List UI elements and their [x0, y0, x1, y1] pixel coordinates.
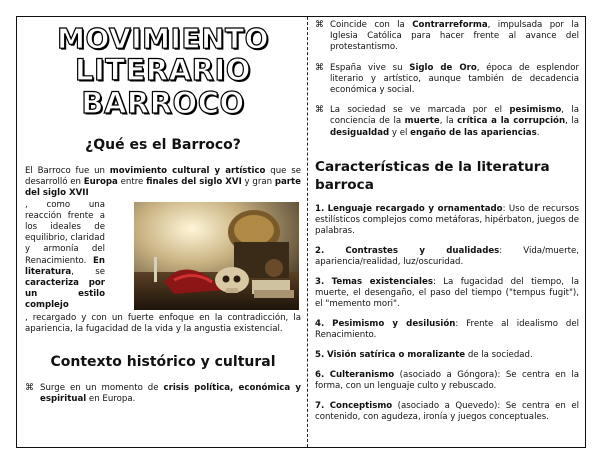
heading-caracteristicas: Características de la literatura barroca [315, 158, 550, 193]
cross-bullet-icon: ⌘ [315, 20, 324, 30]
bullet-siglo-de-oro: ⌘ España vive su Siglo de Oro, época de esplendor literario y artístico, aunque también de decadencia económica y social. [315, 62, 579, 96]
title-line-1: MOVIMIENTO [57, 22, 269, 55]
cross-bullet-icon: ⌘ [315, 62, 324, 73]
list-item: 2. Contrastes y dualidades: Vida/muerte, apariencia/realidad, luz/oscuridad. [315, 246, 580, 268]
cross-bullet-icon: ⌘ [25, 383, 34, 394]
cross-bullet-icon: ⌘ [315, 105, 324, 116]
list-item: 1. Lenguaje recargado y ornamentado: Uso de recursos estilísticos complejos como metáforas, hipérbaton, juegos de palabras. [315, 203, 579, 237]
list-item: 5. Visión satírica o moralizante de la sociedad. [315, 350, 533, 361]
bullet-crisis: ⌘ Surge en un momento de crisis política, económica y espiritual en Europa. [25, 383, 301, 405]
page-title [25, 23, 301, 120]
heading-contexto: Contexto histórico y cultural [50, 354, 276, 371]
bullet-sociedad: ⌘ La sociedad se ve marcada por el pesimismo, la conciencia de la muerte, la crítica a la corrupción, la desigualdad y el engaño de las apariencias. [315, 105, 579, 138]
characteristics-list [315, 204, 579, 424]
list-item: 3. Temas existenciales: La fugacidad del tiempo, la muerte, el desengaño, el paso del tiempo ("tempus fugit"), el "memento mori". [315, 277, 580, 310]
vanitas-painting-image [134, 202, 299, 310]
intro-paragraph: El Barroco fue un movimiento cultural y artístico que se desarrolló en Europa entre finales del siglo XVI y gran parte del siglo XVII , como una reacción frente a los ideales de equilibrio, claridad y armonía del Renacimiento. En literatura, se caracteriza por un estilo complejo , recargado y con un fuerte enfoque en la contradicción, la apariencia, la fugacidad de la vida y la angustia existencial. [25, 166, 302, 334]
worksheet-page [16, 16, 586, 448]
left-column [25, 17, 301, 447]
heading-que-es: ¿Qué es el Barroco? [85, 137, 241, 153]
list-item: 4. Pesimismo y desilusión: Frente al idealismo del Renacimiento. [315, 319, 580, 341]
bullet-contrarreforma: ⌘ Coincide con la Contrarreforma, impulsada por la Iglesia Católica para hacer frente al avance del protestantismo. [315, 20, 579, 53]
right-column [315, 17, 579, 447]
column-divider [307, 17, 308, 447]
title-line-2: LITERARIO BARROCO [75, 53, 251, 120]
list-item: 6. Culteranismo (asociado a Góngora): Se centra en la forma, con un lenguaje culto y rebuscado. [315, 370, 580, 392]
list-item: 7. Conceptismo (asociado a Quevedo): Se centra en el contenido, con agudeza, ironía y juegos conceptuales. [315, 401, 579, 423]
